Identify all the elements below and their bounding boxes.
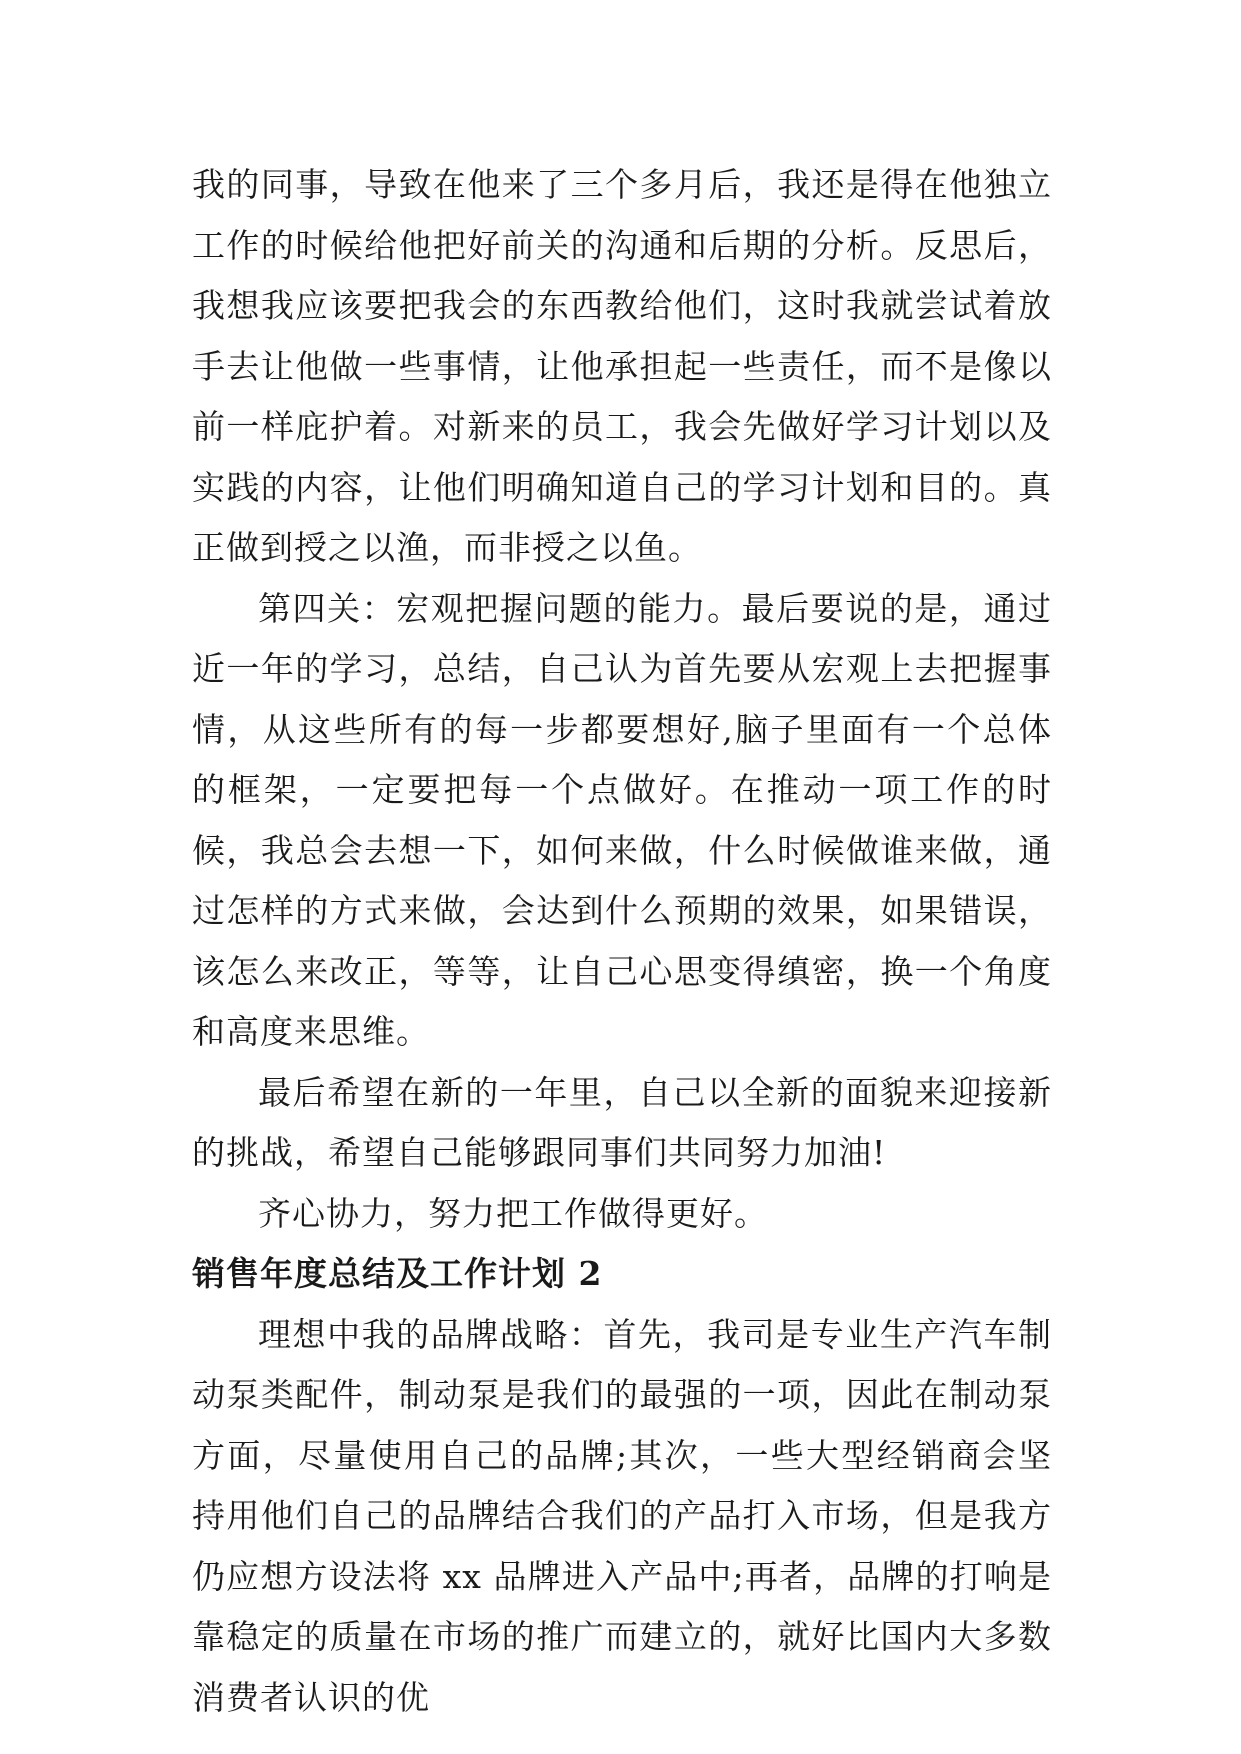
paragraph-work-together: 齐心协力，努力把工作做得更好。	[258, 1193, 768, 1233]
paragraph-fourth-level: 第四关：宏观把握问题的能力。最后要说的是，通过近一年的学习，总结，自己认为首先要从宏观上去把握事情，从这些所有的每一步都要想好,脑子里面有一个总体的框架，一定要把每一个点做好。在推动一项工作的时候，我总会去想一下，如何来做，什么时候做谁来做，通过怎样的方式来做，会达到什么预期的效果，如果错误，该怎么来改正，等等，让自己心思变得缜密，换一个角度和高度来思维。	[192, 588, 1052, 1051]
document-body	[192, 155, 1052, 1728]
paragraph-colleague-teaching: 我的同事，导致在他来了三个多月后，我还是得在他独立工作的时候给他把好前关的沟通和后期的分析。反思后，我想我应该要把我会的东西教给他们，这时我就尝试着放手去让他做一些事情，让他承担起一些责任，而不是像以前一样庇护着。对新来的员工，我会先做好学习计划以及实践的内容，让他们明确知道自己的学习计划和目的。真正做到授之以渔，而非授之以鱼。	[192, 165, 1052, 567]
paragraph-new-year-hope: 最后希望在新的一年里，自己以全新的面貌来迎接新的挑战，希望自己能够跟同事们共同努力加油!	[192, 1072, 1052, 1172]
section-title: 销售年度总结及工作计划 2	[192, 1254, 603, 1293]
paragraph-brand-strategy: 理想中我的品牌战略：首先，我司是专业生产汽车制动泵类配件，制动泵是我们的最强的一项，因此在制动泵方面，尽量使用自己的品牌;其次，一些大型经销商会坚持用他们自己的品牌结合我们的产品打入市场，但是我方仍应想方设法将 xx 品牌进入产品中;再者，品牌的打响是靠稳定的质量在市场的推广而建立的，就好比国内大多数消费者认识的优	[192, 1314, 1052, 1717]
